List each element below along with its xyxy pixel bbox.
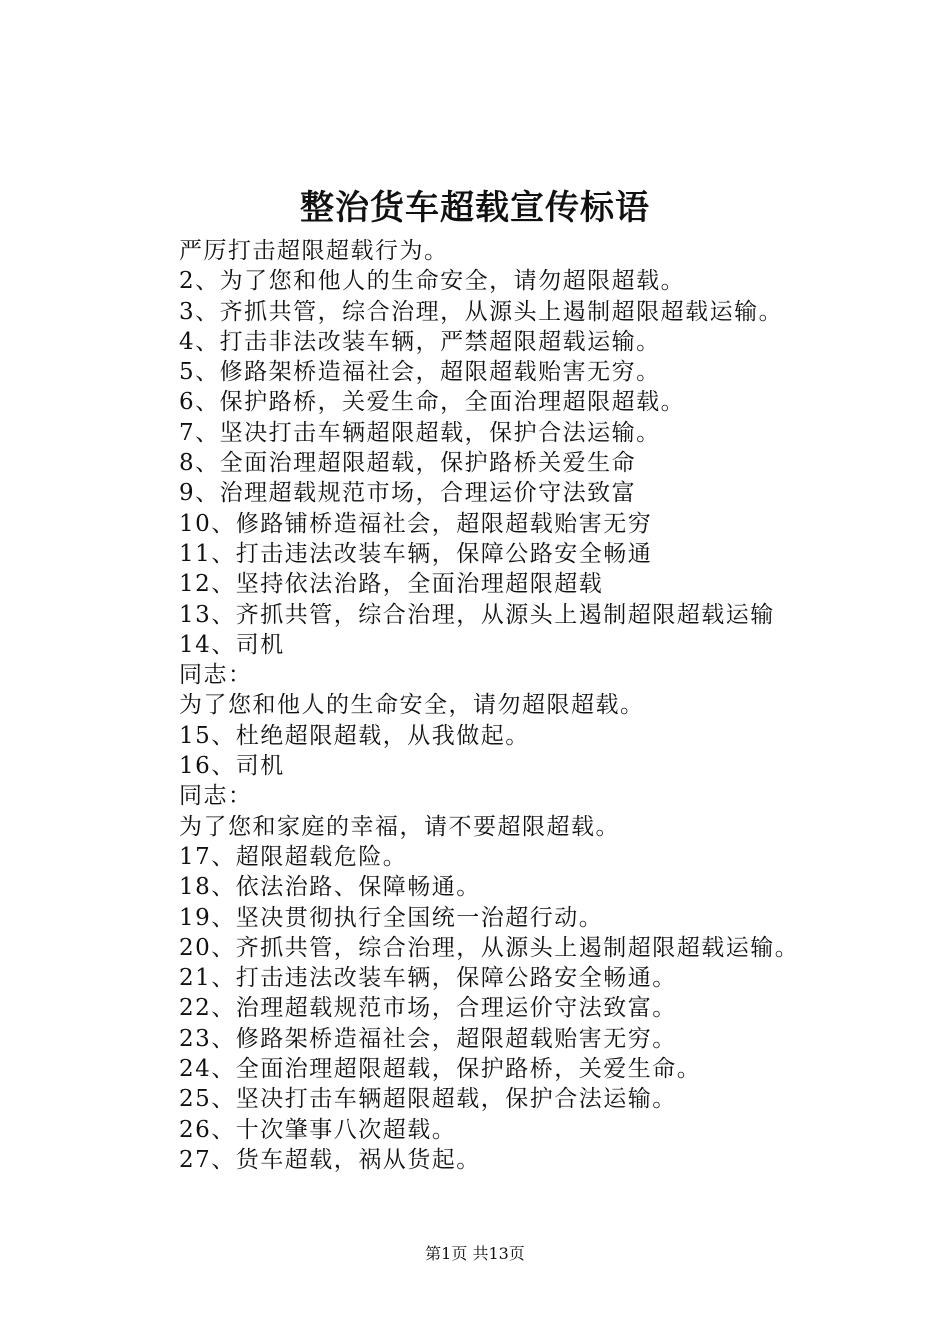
slogan-line: 25、坚决打击车辆超限超载，保护合法运输。	[179, 1086, 677, 1113]
slogan-line: 11、打击违法改装车辆，保障公路安全畅通	[179, 540, 653, 567]
slogan-line: 14、司机	[179, 631, 285, 658]
slogan-line: 2、为了您和他人的生命安全，请勿超限超载。	[179, 268, 686, 295]
page-footer: 第1页 共13页	[425, 1244, 525, 1263]
slogan-line: 4、打击非法改装车辆，严禁超限超载运输。	[179, 328, 661, 355]
slogan-line: 5、修路架桥造福社会，超限超载贻害无穷。	[179, 359, 661, 386]
slogan-line: 同志：	[179, 662, 253, 689]
slogan-line: 13、齐抓共管，综合治理，从源头上遏制超限超载运输	[179, 601, 775, 628]
slogan-line: 10、修路铺桥造福社会，超限超载贻害无穷	[179, 510, 653, 537]
slogan-line: 12、坚持依法治路，全面治理超限超载	[179, 571, 604, 598]
slogan-list	[179, 236, 919, 1175]
slogan-line: 20、齐抓共管，综合治理，从源头上遏制超限超载运输。	[179, 934, 800, 961]
slogan-line: 23、修路架桥造福社会，超限超载贻害无穷。	[179, 1025, 677, 1052]
slogan-line: 24、全面治理超限超载，保护路桥，关爱生命。	[179, 1056, 702, 1083]
slogan-line: 26、十次肇事八次超载。	[179, 1116, 457, 1143]
slogan-line: 严厉打击超限超载行为。	[179, 238, 449, 264]
slogan-line: 9、治理超载规范市场，合理运价守法致富	[179, 480, 637, 507]
slogan-line: 17、超限超载危险。	[179, 843, 408, 870]
document-title: 整治货车超载宣传标语	[300, 188, 650, 228]
slogan-line: 6、保护路桥，关爱生命，全面治理超限超载。	[179, 389, 686, 416]
slogan-line: 16、司机	[179, 753, 285, 780]
slogan-line: 21、打击违法改装车辆，保障公路安全畅通。	[179, 965, 677, 992]
slogan-line: 3、齐抓共管，综合治理，从源头上遏制超限超载运输。	[179, 298, 784, 325]
slogan-line: 7、坚决打击车辆超限超载，保护合法运输。	[179, 419, 661, 446]
slogan-line: 18、依法治路、保障畅通。	[179, 874, 481, 901]
slogan-line: 为了您和家庭的幸福，请不要超限超载。	[179, 813, 620, 840]
slogan-line: 8、全面治理超限超载，保护路桥关爱生命	[179, 450, 637, 477]
slogan-line: 19、坚决贯彻执行全国统一治超行动。	[179, 904, 604, 931]
slogan-line: 15、杜绝超限超载，从我做起。	[179, 722, 530, 749]
slogan-line: 22、治理超载规范市场，合理运价守法致富。	[179, 995, 677, 1022]
slogan-line: 27、货车超载，祸从货起。	[179, 1146, 481, 1173]
slogan-line: 为了您和他人的生命安全，请勿超限超载。	[179, 692, 645, 719]
slogan-line: 同志：	[179, 783, 253, 810]
